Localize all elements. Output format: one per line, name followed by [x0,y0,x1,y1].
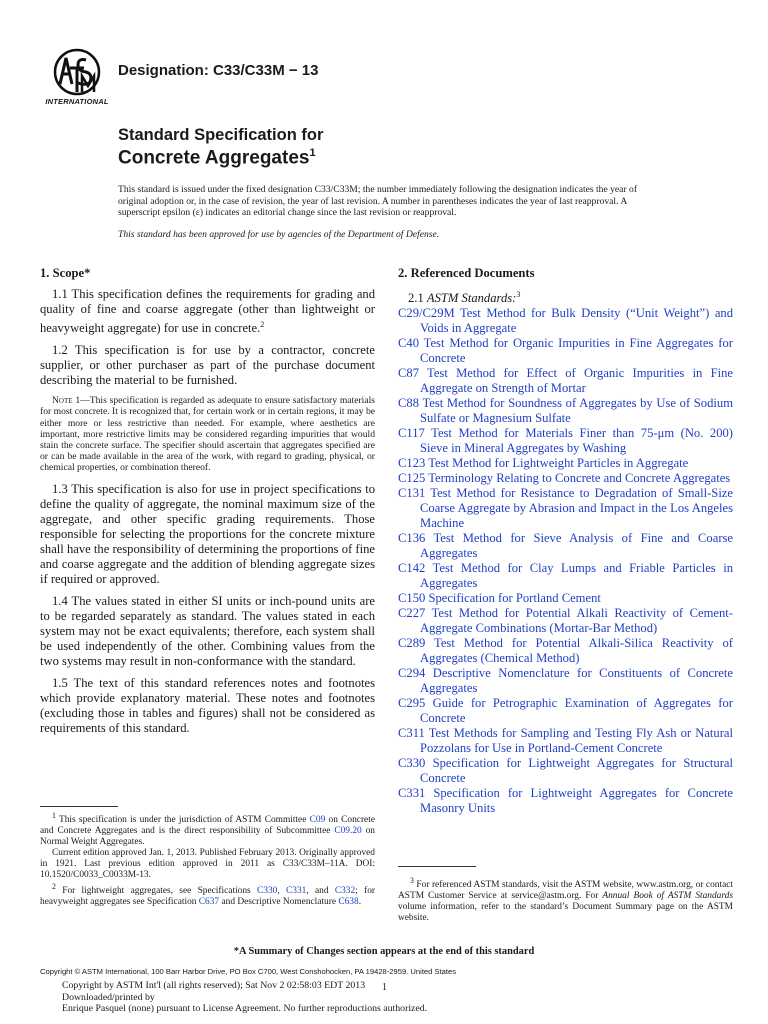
reference-item [398,336,733,366]
fn2-text-b: ; for heavyweight aggregates see Specification [40,886,376,908]
title-footnote-mark: 1 [309,147,316,159]
designation: Designation: C33/C33M − 13 [118,62,319,79]
link-c638[interactable]: C638 [338,897,359,908]
reference-title[interactable]: Test Method for Soundness of Aggregates by Use of Sodium Sulfate or Magnesium Sulfate [419,396,733,426]
reference-item [398,726,733,756]
fn1-text-b: on Concrete and Concrete Aggregates and is the direct responsibility of Subcommittee [40,815,375,837]
scope-section [40,266,375,743]
fn2-text-a: For lightweight aggregates, see Specifications [55,886,258,897]
link-c332[interactable]: C332 [334,886,356,897]
reference-title[interactable]: Test Methods for Sampling and Testing Fly Ash or Natural Pozzolans for Use in Portland-Cement Concrete [420,726,733,756]
fn1-mark: 1 [52,811,56,820]
reference-item [398,696,733,726]
fn1-text-a: This specification is under the jurisdiction of ASTM Committee [55,815,310,826]
paragraph-1-4: 1.4 The values stated in either SI units or inch-pound units are to be regarded separately as standard. The values stated in each system may not be exact equivalents; therefore, each system shall be used independently of the other. Combining values from the two systems may result in non-conformance with the standard. [40,593,375,668]
fn3-italic: Annual Book of ASTM Standards [602,891,733,902]
reference-title[interactable]: Specification for Lightweight Aggregates for Structural Concrete [420,756,733,786]
link-c09[interactable]: C09 [309,815,326,826]
link-c331[interactable]: C331 [286,886,307,897]
footnotes-right [398,866,733,924]
download-footer [62,980,427,1015]
reference-title[interactable]: Test Method for Lightweight Particles in Aggregate [425,456,689,471]
reference-title[interactable]: Specification for Portland Cement [425,591,601,606]
footer-line-2: Downloaded/printed by [62,991,155,1003]
reference-title[interactable]: Test Method for Materials Finer than 75-μm (No. 200) Sieve in Mineral Aggregates by Washing [420,426,733,456]
reference-code-link[interactable]: C88 [398,396,419,411]
reference-code-link[interactable]: C117 [398,426,425,441]
footnote-mark-3: 3 [516,290,521,299]
reference-title[interactable]: Test Method for Effect of Organic Impurities in Fine Aggregate on Strength of Mortar [419,366,733,396]
note-text: 1—This specification is regarded as adequate to ensure satisfactory materials for most concrete. It is recognized that, for certain work or in certain regions, it may be either more or less restrictive than needed. For example, where aesthetics are important, more restrictive limits may be considered regarding impurities that would stain the concrete surface. The specifier should ascertain that aggregates specified are or can be made available in the area of the work, with regard to grading, physical, or chemical properties, or combination thereof. [40,395,375,474]
refs-heading: 2. Referenced Documents [398,266,535,280]
fn2-sep-1: , [277,886,286,897]
footer-line-3: Enrique Pasquel (none) pursuant to License Agreement. No further reproductions authorized. [62,1003,428,1015]
sub-label: ASTM Standards: [426,291,517,306]
reference-list [398,306,733,816]
sub-number: 2.1 [408,291,427,306]
reference-title[interactable]: Test Method for Bulk Density (“Unit Weight”) and Voids in Aggregate [420,306,733,336]
reference-code-link[interactable]: C330 [398,756,426,771]
title-line-2 [118,147,316,169]
note-label: Note [52,395,73,407]
footnote-1 [40,810,375,848]
footnotes-left [40,806,375,908]
paragraph-1-1 [40,287,375,336]
reference-code-link[interactable]: C294 [398,666,426,681]
footnote-mark-2: 2 [260,320,265,329]
paragraph-1-5: 1.5 The text of this standard references notes and footnotes which provide explanatory material. These notes and footnotes (excluding those in tables and figures) shall not be considered as requirements of this standard. [40,675,375,735]
reference-title[interactable]: Test Method for Resistance to Degradation of Small-Size Coarse Aggregate by Abrasion and Impact in the Los Angeles Machine [420,486,733,531]
paragraph-1-3: 1.3 This specification is also for use in project specifications to define the quality of aggregate, the nominal maximum size of the aggregate, and other specific grading requirements. Those responsible for selecting the proportions for the concrete mixture shall have the responsibility of determining the proportions of fine and coarse aggregate and the addition of blending aggregate sizes if required or approved. [40,481,375,586]
summary-of-changes-note: *A Summary of Changes section appears at the end of this standard [233,946,535,957]
reference-title[interactable]: Terminology Relating to Concrete and Concrete Aggregates [425,471,731,486]
reference-code-link[interactable]: C142 [398,561,426,576]
reference-title[interactable]: Test Method for Potential Alkali-Silica Reactivity of Aggregates (Chemical Method) [420,636,733,666]
note-1 [40,395,375,473]
paragraph-1-1-text: 1.1 This specification defines the requirements for grading and quality of fine and coarse aggregate (other than lightweight or heavyweight aggregate) for use in concrete. [40,287,375,336]
reference-code-link[interactable]: C29/C29M [398,306,455,321]
reference-item [398,561,733,591]
footnote-2 [40,881,375,908]
link-c330[interactable]: C330 [257,886,278,897]
reference-title[interactable]: Test Method for Sieve Analysis of Fine and Coarse Aggregates [420,531,733,561]
fn3-text-b: volume information, refer to the standard’s Document Summary page on the ASTM website. [398,902,733,924]
dod-approval: This standard has been approved for use by agencies of the Department of Defense. [118,229,440,240]
title-line-1: Standard Specification for [118,126,324,144]
reference-item [398,306,733,336]
reference-code-link[interactable]: C311 [398,726,425,741]
footnote-rule-right [398,866,476,867]
reference-code-link[interactable]: C87 [398,366,419,381]
reference-code-link[interactable]: C125 [398,471,426,486]
reference-code-link[interactable]: C123 [398,456,426,471]
reference-item [398,531,733,561]
reference-code-link[interactable]: C150 [398,591,426,606]
reference-title[interactable]: Test Method for Organic Impurities in Fine Aggregates for Concrete [419,336,733,366]
reference-code-link[interactable]: C227 [398,606,426,621]
link-c09-20[interactable]: C09.20 [334,826,362,837]
reference-code-link[interactable]: C295 [398,696,426,711]
link-c637[interactable]: C637 [198,897,220,908]
intro-paragraph: This standard is issued under the fixed designation C33/C33M; the number immediately following the designation indicates the year of original adoption or, in the case of revision, the year of last revision. A number in parentheses indicates the year of last reapproval. A superscript epsilon (ε) indicates an editorial change since the last revision or reapproval. [118,184,638,219]
reference-code-link[interactable]: C131 [398,486,426,501]
reference-item [398,366,733,396]
title-text: Concrete Aggregates [118,147,310,169]
footnote-edition: Current edition approved Jan. 1, 2013. Published February 2013. Originally approved in 1921. Last previous edition approved in 2011 as C33/C33M–11A. DOI: 10.1520/C0033_C0033M-13. [40,848,375,881]
fn2-sep-2: , and [306,886,335,897]
reference-code-link[interactable]: C40 [398,336,419,351]
reference-item [398,786,733,816]
reference-title[interactable]: Guide for Petrographic Examination of Aggregates for Concrete [420,696,733,726]
reference-code-link[interactable]: C331 [398,786,426,801]
reference-item [398,396,733,426]
fn3-text-a: For referenced ASTM standards, visit the ASTM website, www.astm.org, or contact ASTM Customer Service at service@astm.org. For [398,880,733,902]
reference-title[interactable]: Test Method for Potential Alkali Reactivity of Cement-Aggregate Combinations (Mortar-Bar Method) [420,606,733,636]
footnote-rule [40,806,118,807]
reference-item [398,756,733,786]
logo-caption: INTERNATIONAL [45,97,109,106]
reference-item [398,591,733,606]
fn3-mark: 3 [410,876,414,885]
reference-item [398,486,733,531]
reference-title[interactable]: Test Method for Clay Lumps and Friable Particles in Aggregates [420,561,733,591]
reference-item [398,456,733,471]
reference-item [398,636,733,666]
reference-title[interactable]: Descriptive Nomenclature for Constituents of Concrete Aggregates [420,666,733,696]
reference-item [398,426,733,456]
reference-code-link[interactable]: C136 [398,531,426,546]
fn2-text-c: and Descriptive Nomenclature [219,897,339,908]
paragraph-1-2: 1.2 This specification is for use by a contractor, concrete supplier, or other purchaser as part of the purchase document describing the material to be furnished. [40,343,375,388]
scope-heading: 1. Scope* [40,266,91,280]
reference-code-link[interactable]: C289 [398,636,426,651]
footer-line-1: Copyright by ASTM Int'l (all rights reserved); Sat Nov 2 02:58:03 EDT 2013 [62,980,366,991]
fn1-text-c: on Normal Weight Aggregates. [40,826,375,848]
reference-item [398,606,733,636]
footnote-3 [398,875,733,924]
fn2-text-d: . [358,897,362,908]
referenced-documents-section [398,266,733,816]
fn2-mark: 2 [52,882,56,892]
reference-title[interactable]: Specification for Lightweight Aggregates for Concrete Masonry Units [420,786,733,816]
astm-standards-subheading [408,287,733,306]
reference-item [398,666,733,696]
astm-logo [44,46,110,110]
reference-item [398,471,733,486]
copyright-line: Copyright © ASTM International, 100 Barr Harbor Drive, PO Box C700, West Conshohocken, PA 19428-2959. United States [40,967,457,976]
page-number: 1 [382,982,387,993]
